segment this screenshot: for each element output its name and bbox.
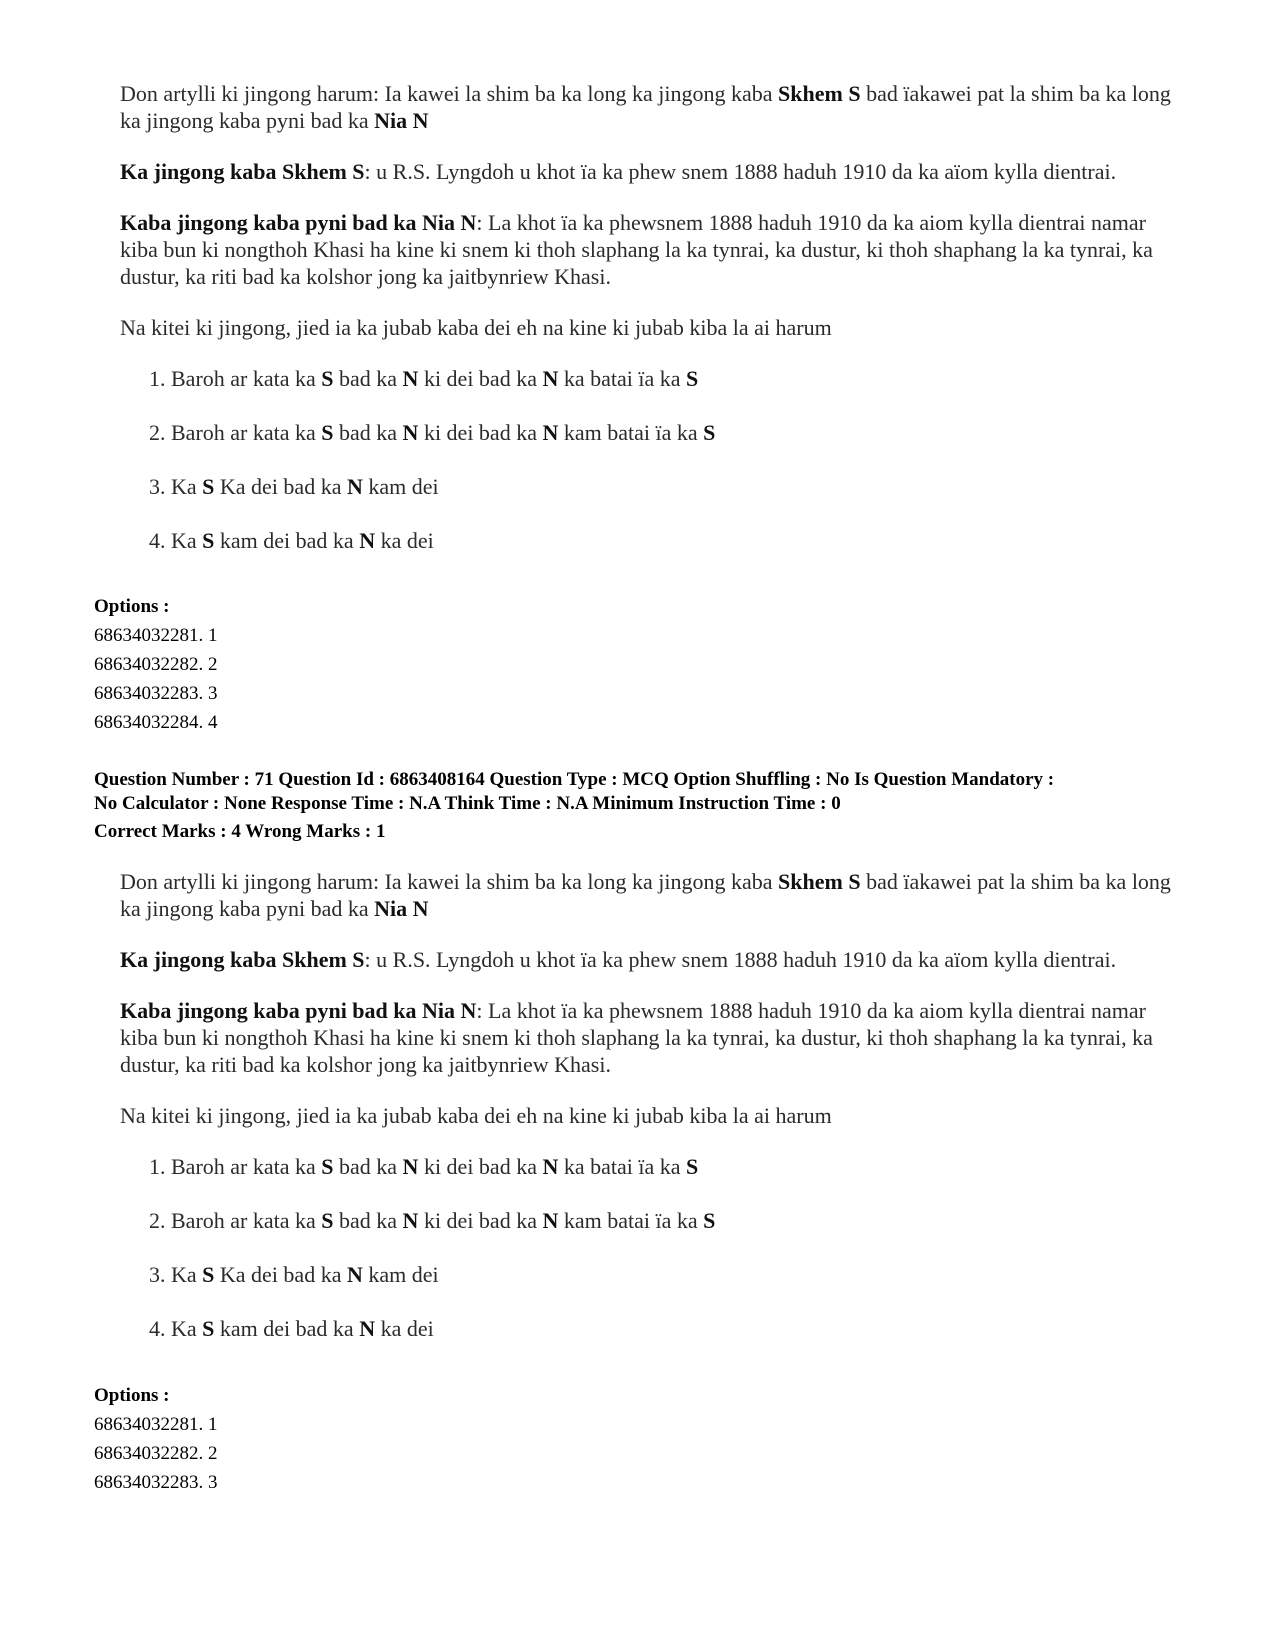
stem-paragraph-2: Ka jingong kaba Skhem S: u R.S. Lyngdoh u khot ïa ka phew snem 1888 haduh 1910 da ka aïom kylla dientrai. — [120, 947, 1117, 972]
options-list — [94, 592, 1275, 737]
marks-line: Correct Marks : 4 Wrong Marks : 1 — [94, 821, 386, 842]
options-heading: Options : — [94, 596, 170, 617]
meta-line: Question Number : 71 Question Id : 6863408164 Question Type : MCQ Option Shuffling : No Is Question Mandatory : — [94, 769, 1055, 790]
stem-paragraph-3: Kaba jingong kaba pyni bad ka Nia N: La khot ïa ka phewsnem 1888 haduh 1910 da ka aiom kylla dientrai namar kiba bun ki nongthoh Khasi ha kine ki snem ki thoh slaphang la ka tynrai, ka dustur, ki thoh shaphang la ka tynrai, ka dustur, ka riti bad ka kolshor jong ka jaitbynriew Khasi. — [120, 210, 1153, 289]
stem-paragraph-1: Don artylli ki jingong harum: Ia kawei la shim ba ka long ka jingong kaba Skhem S bad ïakawei pat la shim ba ka long ka jingong kaba pyni bad ka Nia N — [120, 81, 1171, 133]
statement-item: 2. Baroh ar kata ka S bad ka N ki dei bad ka N kam batai ïa ka S — [149, 420, 716, 445]
option-item: 68634032281. 1 — [94, 1414, 218, 1435]
statement-item: 4. Ka S kam dei bad ka N ka dei — [149, 1316, 434, 1341]
meta-line: No Calculator : None Response Time : N.A Think Time : N.A Minimum Instruction Time : 0 — [94, 793, 841, 814]
option-item: 68634032283. 3 — [94, 683, 218, 704]
question-70-options — [0, 592, 1275, 737]
option-item: 68634032281. 1 — [94, 625, 218, 646]
question-71-stem-image — [120, 868, 1180, 1342]
stem-paragraph-3: Kaba jingong kaba pyni bad ka Nia N: La khot ïa ka phewsnem 1888 haduh 1910 da ka aiom kylla dientrai namar kiba bun ki nongthoh Khasi ha kine ki snem ki thoh slaphang la ka tynrai, ka dustur, ki thoh shaphang la ka tynrai, ka dustur, ka riti bad ka kolshor jong ka jaitbynriew Khasi. — [120, 998, 1153, 1077]
statement-item: 1. Baroh ar kata ka S bad ka N ki dei bad ka N ka batai ïa ka S — [149, 366, 699, 391]
stem-paragraph-1: Don artylli ki jingong harum: Ia kawei la shim ba ka long ka jingong kaba Skhem S bad ïakawei pat la shim ba ka long ka jingong kaba pyni bad ka Nia N — [120, 869, 1171, 921]
question-71-options — [0, 1381, 1275, 1497]
question-70-stem-image — [120, 80, 1180, 554]
stem-paragraph-4: Na kitei ki jingong, jied ia ka jubab kaba dei eh na kine ki jubab kiba la ai harum — [120, 315, 832, 340]
options-heading: Options : — [94, 1385, 170, 1406]
question-70-block — [0, 80, 1275, 554]
statement-item: 2. Baroh ar kata ka S bad ka N ki dei bad ka N kam batai ïa ka S — [149, 1208, 716, 1233]
statement-list — [120, 1153, 1180, 1342]
option-item: 68634032284. 4 — [94, 712, 218, 733]
option-item: 68634032282. 2 — [94, 654, 218, 675]
options-list — [94, 1381, 1275, 1497]
statement-item: 4. Ka S kam dei bad ka N ka dei — [149, 528, 434, 553]
option-item: 68634032283. 3 — [94, 1472, 218, 1493]
question-metadata — [94, 768, 1224, 844]
question-71-block — [0, 868, 1275, 1342]
question-71-meta — [0, 768, 1275, 844]
stem-paragraph-2: Ka jingong kaba Skhem S: u R.S. Lyngdoh u khot ïa ka phew snem 1888 haduh 1910 da ka aïom kylla dientrai. — [120, 159, 1117, 184]
statement-item: 3. Ka S Ka dei bad ka N kam dei — [149, 1262, 439, 1287]
statement-item: 1. Baroh ar kata ka S bad ka N ki dei bad ka N ka batai ïa ka S — [149, 1154, 699, 1179]
option-item: 68634032282. 2 — [94, 1443, 218, 1464]
stem-paragraph-4: Na kitei ki jingong, jied ia ka jubab kaba dei eh na kine ki jubab kiba la ai harum — [120, 1103, 832, 1128]
statement-list — [120, 365, 1180, 554]
statement-item: 3. Ka S Ka dei bad ka N kam dei — [149, 474, 439, 499]
